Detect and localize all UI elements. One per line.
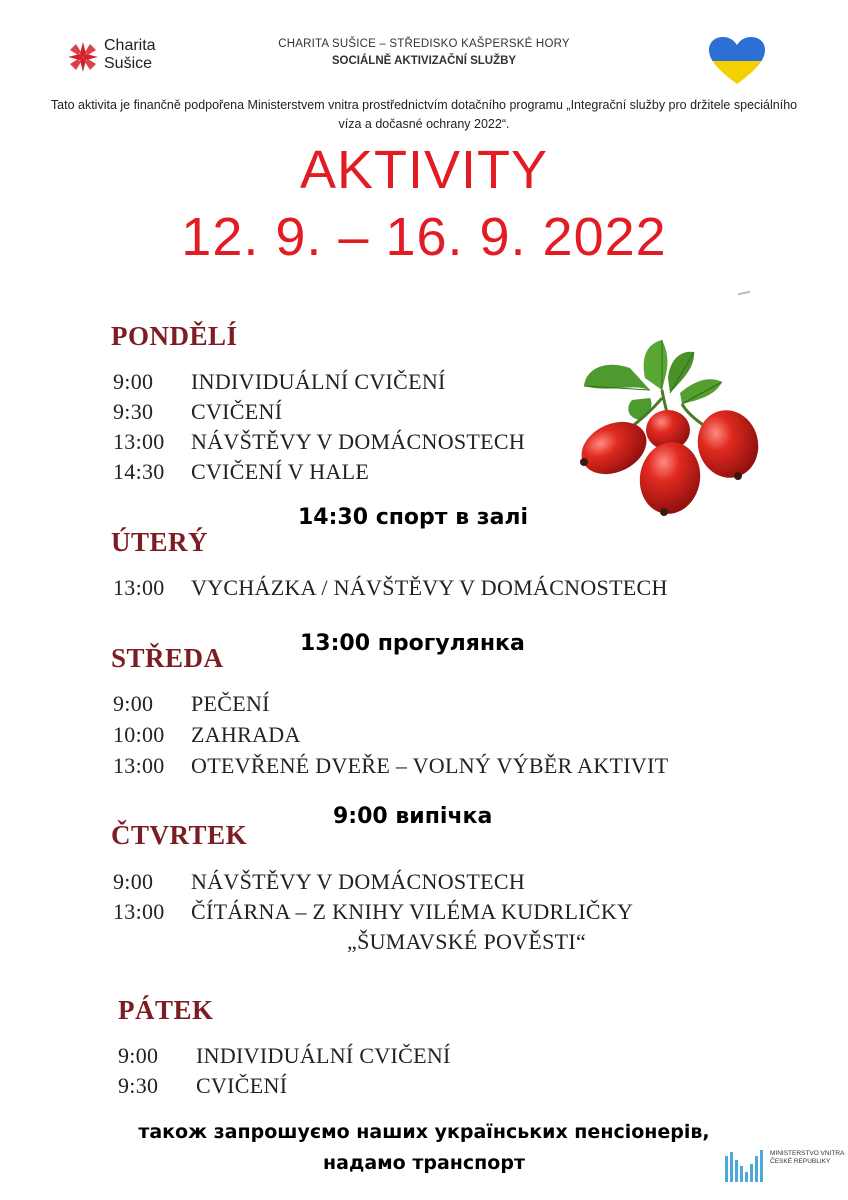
- logo-line1: Charita: [104, 37, 156, 54]
- ukrainian-note-monday: 14:30 спорт в залі: [298, 505, 529, 530]
- day-heading-thursday: ČTVRTEK: [111, 820, 248, 850]
- ukrainian-note-tuesday: 13:00 прогулянка: [300, 631, 525, 656]
- ukraine-heart-icon: [708, 36, 766, 86]
- schedule-item: 9:30 CVIČENÍ: [118, 1073, 288, 1098]
- logo-line2: Sušice: [104, 55, 153, 72]
- page-title: AKTIVITY: [299, 140, 549, 200]
- day-heading-tuesday: ÚTERÝ: [111, 527, 209, 557]
- day-heading-friday: PÁTEK: [118, 995, 214, 1025]
- schedule-item: 9:00 INDIVIDUÁLNÍ CVIČENÍ: [113, 369, 446, 394]
- schedule-item: 13:00 OTEVŘENÉ DVEŘE – VOLNÝ VÝBĚR AKTIVIT: [113, 753, 669, 778]
- ukrainian-note-wednesday: 9:00 випічка: [333, 804, 493, 829]
- footer-invitation: також запрошуємо наших українських пенсіонерів,: [138, 1121, 710, 1143]
- schedule-item-continuation: „ŠUMAVSKÉ POVĚSTI“: [347, 929, 587, 954]
- schedule-item: 10:00 ZAHRADA: [113, 722, 301, 747]
- schedule-item: 9:00 INDIVIDUÁLNÍ CVIČENÍ: [118, 1043, 451, 1068]
- schedule-item: 13:00 VYCHÁZKA / NÁVŠTĚVY V DOMÁCNOSTECH: [113, 575, 668, 600]
- schedule-item: 13:00 NÁVŠTĚVY V DOMÁCNOSTECH: [113, 429, 526, 454]
- ministry-logo-icon: [724, 1146, 766, 1184]
- funding-notice: Tato aktivita je finančně podpořena Ministerstvem vnitra prostřednictvím dotačního programu „Integrační služby pro držitele speciálního víza a dočasné ochrany 2022“.: [50, 98, 798, 131]
- organization-name: CHARITA SUŠICE – STŘEDISKO KAŠPERSKÉ HORY: [278, 38, 570, 50]
- service-name: SOCIÁLNĚ AKTIVIZAČNÍ SLUŽBY: [331, 55, 517, 67]
- date-range: 12. 9. – 16. 9. 2022: [181, 207, 667, 267]
- ministry-logo-text: MINISTERSTVO VNITRA ČESKÉ REPUBLIKY: [770, 1150, 845, 1165]
- day-heading-monday: PONDĚLÍ: [111, 321, 238, 351]
- schedule-item: 9:30 CVIČENÍ: [113, 399, 283, 424]
- schedule-item: 9:00 PEČENÍ: [113, 691, 270, 716]
- schedule-item: 9:00 NÁVŠTĚVY V DOMÁCNOSTECH: [113, 869, 526, 894]
- rosehip-illustration: [570, 338, 770, 520]
- schedule-item: 14:30 CVIČENÍ V HALE: [113, 459, 370, 484]
- footer-transport: надамо транспорт: [323, 1152, 525, 1174]
- decorative-mark: [738, 291, 750, 295]
- day-heading-wednesday: STŘEDA: [111, 643, 224, 673]
- schedule-item: 13:00 ČÍTÁRNA – Z KNIHY VILÉMA KUDRLIČKY: [113, 899, 634, 924]
